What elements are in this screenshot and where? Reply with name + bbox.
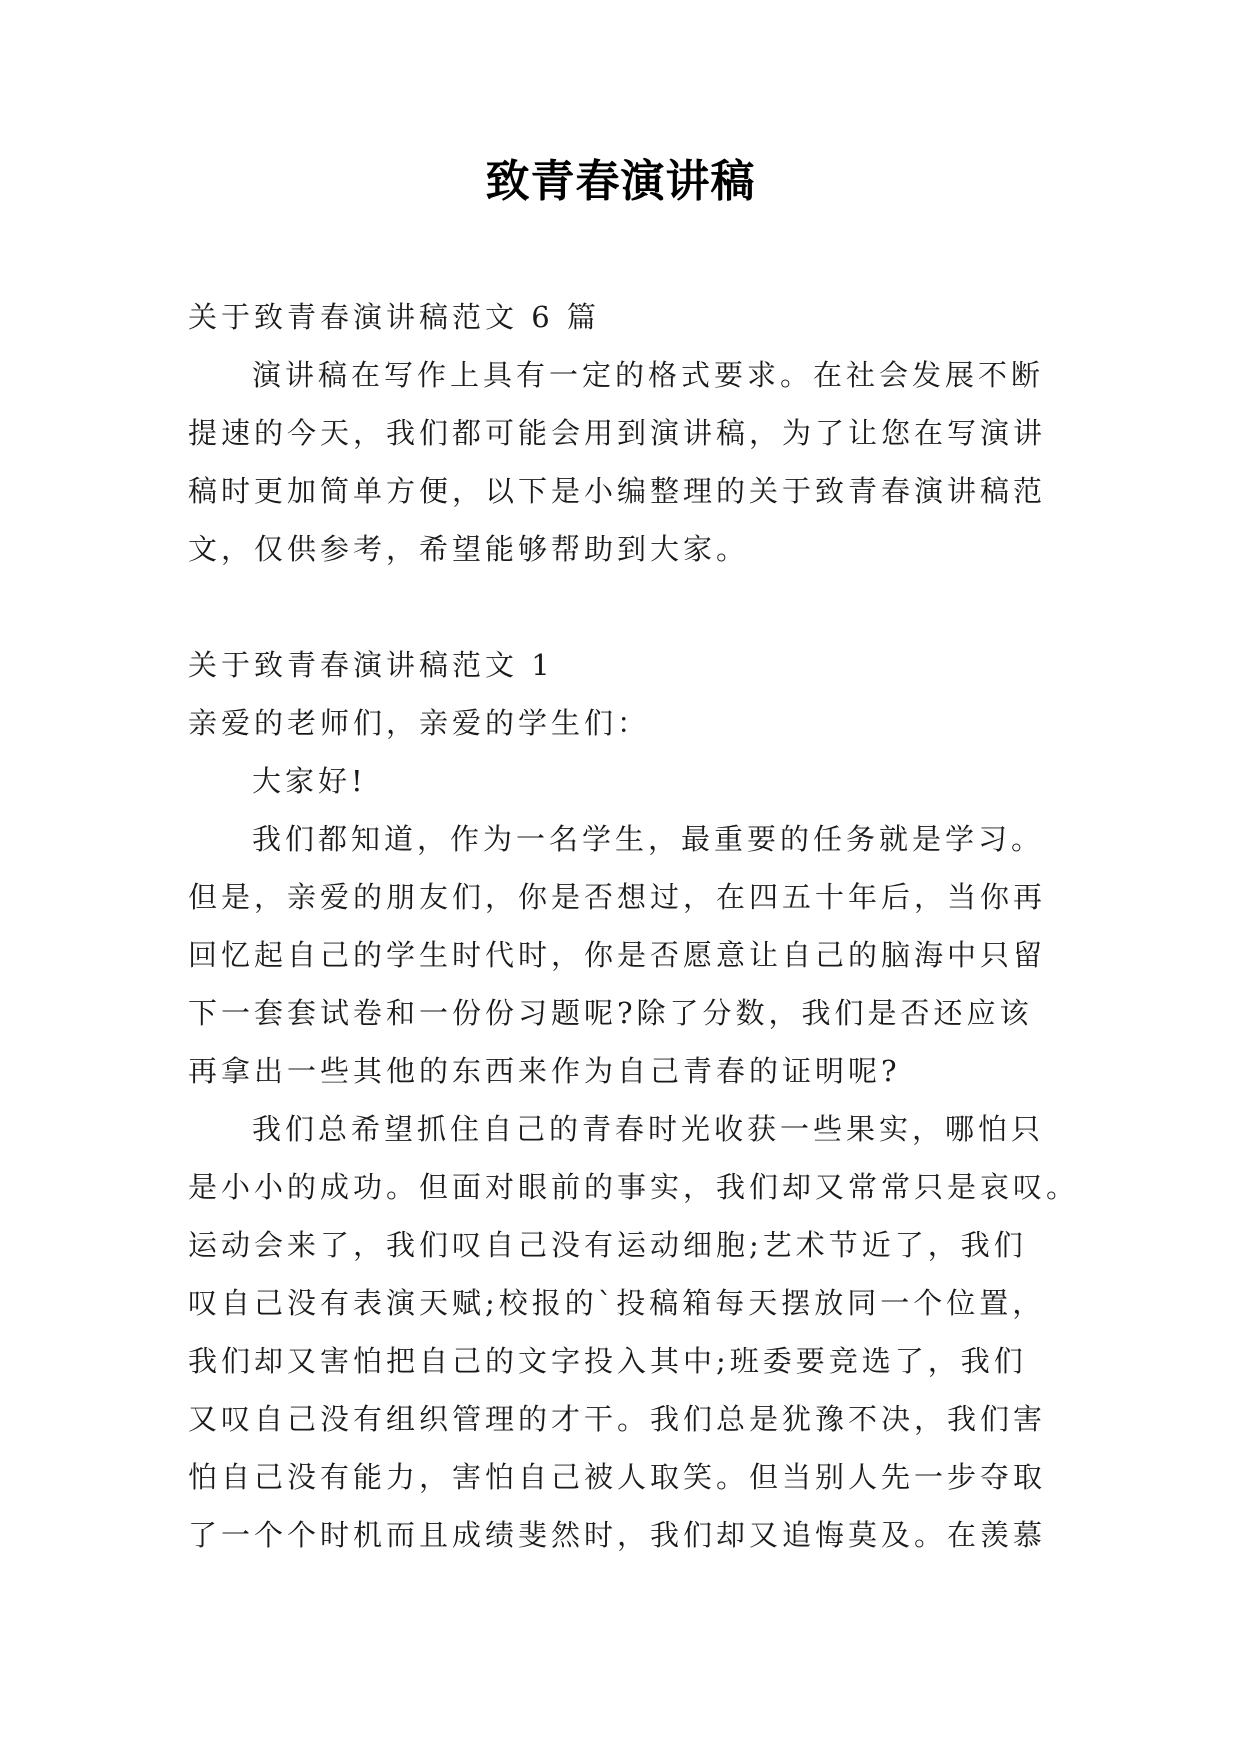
- paragraph-line: 演讲稿在写作上具有一定的格式要求。在社会发展不断: [252, 358, 1045, 392]
- greeting: 大家好!: [252, 764, 367, 798]
- paragraph-line: 又叹自己没有组织管理的才干。我们总是犹豫不决，我们害: [188, 1402, 1047, 1436]
- paragraph-line: 我们却又害怕把自己的文字投入其中;班委要竞选了，我们: [188, 1344, 1027, 1378]
- section-heading: 关于致青春演讲稿范文 1: [188, 648, 554, 682]
- paragraph-line: 下一套套试卷和一份份习题呢?除了分数，我们是否还应该: [188, 996, 1033, 1030]
- paragraph-line: 了一个个时机而且成绩斐然时，我们却又追悔莫及。在羡慕: [188, 1518, 1047, 1552]
- paragraph-line: 但是，亲爱的朋友们，你是否想过，在四五十年后，当你再: [188, 880, 1047, 914]
- paragraph-line: 是小小的成功。但面对眼前的事实，我们却又常常只是哀叹。: [188, 1170, 1080, 1204]
- paragraph-line: 回忆起自己的学生时代时，你是否愿意让自己的脑海中只留: [188, 938, 1047, 972]
- paragraph-line: 再拿出一些其他的东西来作为自己青春的证明呢?: [188, 1054, 901, 1088]
- paragraph-line: 稿时更加简单方便，以下是小编整理的关于致青春演讲稿范: [188, 474, 1047, 508]
- salutation: 亲爱的老师们，亲爱的学生们：: [188, 706, 651, 740]
- paragraph-line: 叹自己没有表演天赋;校报的`投稿箱每天摆放同一个位置，: [188, 1286, 1046, 1320]
- paragraph-line: 我们总希望抓住自己的青春时光收获一些果实，哪怕只: [252, 1112, 1045, 1146]
- document-title: 致青春演讲稿: [485, 156, 756, 207]
- paragraph-line: 怕自己没有能力，害怕自己被人取笑。但当别人先一步夺取: [188, 1460, 1047, 1494]
- section-heading: 关于致青春演讲稿范文 6 篇: [188, 300, 600, 334]
- paragraph-line: 提速的今天，我们都可能会用到演讲稿，为了让您在写演讲: [188, 416, 1047, 450]
- paragraph-line: 文，仅供参考，希望能够帮助到大家。: [188, 532, 750, 566]
- paragraph-line: 我们都知道，作为一名学生，最重要的任务就是学习。: [252, 822, 1045, 856]
- paragraph-line: 运动会来了，我们叹自己没有运动细胞;艺术节近了，我们: [188, 1228, 1027, 1262]
